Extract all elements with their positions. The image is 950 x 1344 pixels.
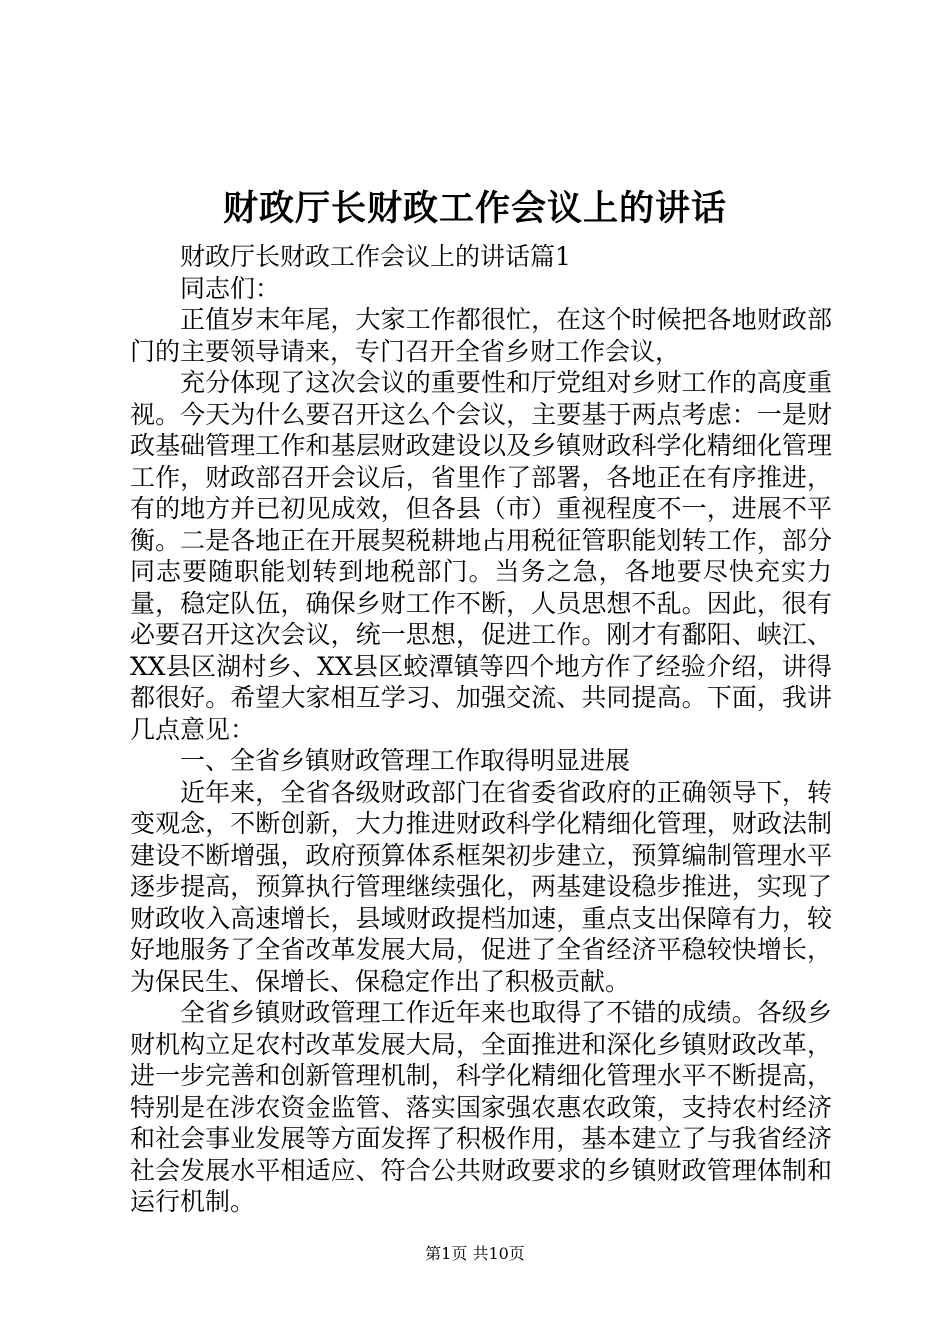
salutation: 同志们： — [180, 273, 281, 303]
paragraph: 近年来，全省各级财政部门在省委省政府的正确领导下，转变观念，不断创新，大力推进财政科学化精细化管理，财政法制建设不断增强，政府预算体系框架初步建立，预算编制管理水平逐步提高，预算执行管理继续强化，两基建设稳步推进，实现了财政收入高速增长，县域财政提档加速，重点支出保障有力，较好地服务了全省改革发展大局，促进了全省经济平稳较快增长，为保民生、保增长、保稳定作出了积极贡献。 — [130, 777, 832, 996]
document-title: 财政厅长财政工作会议上的讲话 — [222, 188, 727, 229]
paragraph: 全省乡镇财政管理工作近年来也取得了不错的成绩。各级乡财机构立足农村改革发展大局，全面推进和深化乡镇财政改革，进一步完善和创新管理机制，科学化精细化管理水平不断提高，特别是在涉农资金监管、落实国家强农惠农政策，支持农村经济和社会事业发展等方面发挥了积极作用，基本建立了与我省经济社会发展水平相适应、符合公共财政要求的乡镇财政管理体制和运行机制。 — [130, 998, 832, 1216]
page-number-footer: 第1页 共10页 — [425, 1244, 525, 1263]
document-body — [130, 241, 832, 1218]
section-heading: 财政厅长财政工作会议上的讲话篇1 — [180, 242, 571, 271]
paragraph: 充分体现了这次会议的重要性和厅党组对乡财工作的高度重视。今天为什么要召开这么个会议，主要基于两点考虑：一是财政基础管理工作和基层财政建设以及乡镇财政科学化精细化管理工作，财政部召开会议后，省里作了部署，各地正在有序推进，有的地方并已初见成效，但各县（市）重视程度不一，进展不平衡。二是各地正在开展契税耕地占用税征管职能划转工作，部分同志要随职能划转到地税部门。当务之急，各地要尽快充实力量，稳定队伍，确保乡财工作不断，人员思想不乱。因此，很有必要召开这次会议，统一思想，促进工作。刚才有鄱阳、峡江、XX县区湖村乡、XX县区蛟潭镇等四个地方作了经验介绍，讲得都很好。希望大家相互学习、加强交流、共同提高。下面，我讲几点意见： — [130, 368, 832, 744]
paragraph: 正值岁末年尾，大家工作都很忙，在这个时候把各地财政部门的主要领导请来，专门召开全省乡财工作会议， — [130, 305, 832, 366]
section-heading: 一、全省乡镇财政管理工作取得明显进展 — [180, 746, 631, 775]
